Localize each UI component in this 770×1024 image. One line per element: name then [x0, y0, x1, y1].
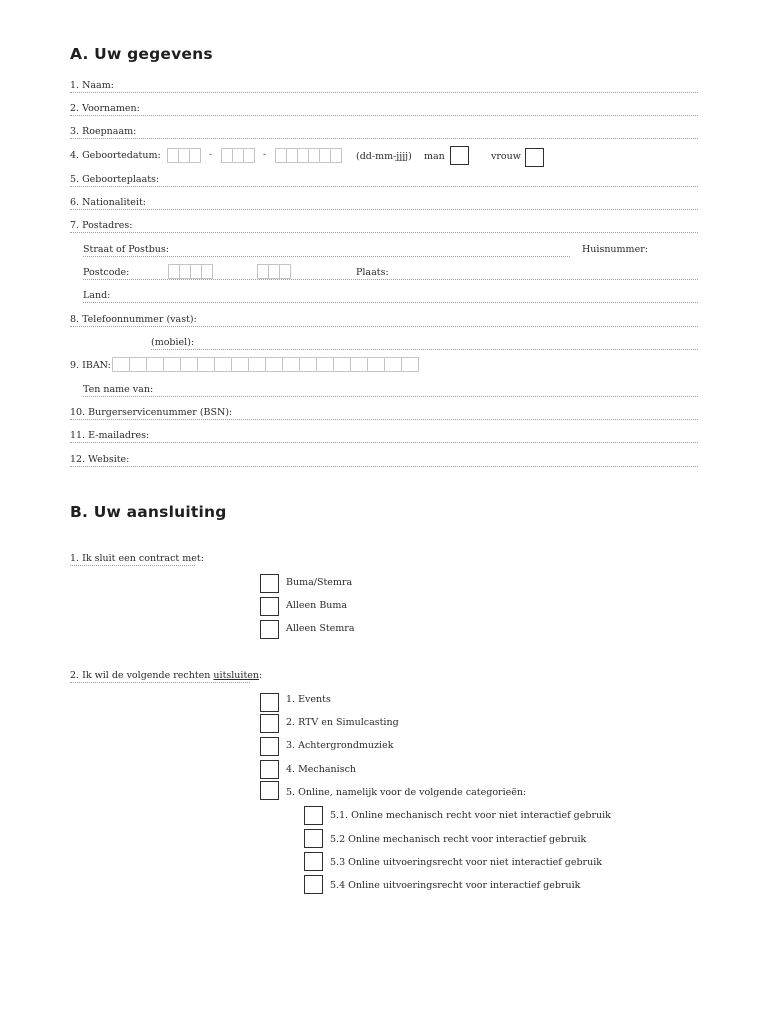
iban-label: 9. IBAN: [70, 360, 111, 371]
postcode-label: Postcode: [83, 267, 130, 278]
roepnaam-field[interactable] [70, 138, 698, 139]
man-checkbox[interactable] [450, 146, 469, 165]
contract-question: 1. Ik sluit een contract met: [70, 553, 204, 564]
date-separator: - [209, 150, 213, 160]
exclude-rights-underline [70, 682, 250, 683]
alleen-stemra-label: Alleen Stemra [286, 623, 355, 634]
online-5-1-checkbox[interactable] [304, 806, 323, 825]
email-field[interactable] [70, 442, 698, 443]
events-checkbox[interactable] [260, 693, 279, 712]
mobiel-field[interactable] [151, 349, 698, 350]
postcode-letters-input[interactable] [257, 264, 290, 279]
geboorteplaats-field[interactable] [70, 186, 698, 187]
naam-label: 1. Naam: [70, 80, 114, 91]
exclude-rights-question: 2. Ik wil de volgende rechten uitsluiten: [70, 670, 263, 681]
nationaliteit-field[interactable] [70, 209, 698, 210]
straat-label: Straat of Postbus: [83, 244, 169, 255]
man-label: man [424, 151, 445, 162]
iban-input[interactable] [112, 357, 418, 372]
online-checkbox[interactable] [260, 781, 279, 800]
ten-name-van-field[interactable] [83, 396, 698, 397]
achtergrondmuziek-label: 3. Achtergrondmuziek [286, 740, 394, 751]
online-5-4-checkbox[interactable] [304, 875, 323, 894]
online-5-2-label: 5.2 Online mechanisch recht voor interactief gebruik [330, 834, 587, 845]
plaats-label: Plaats: [356, 267, 389, 278]
online-5-2-checkbox[interactable] [304, 829, 323, 848]
bsn-field[interactable] [70, 419, 698, 420]
land-field[interactable] [83, 302, 698, 303]
land-label: Land: [83, 290, 111, 301]
mobiel-label: (mobiel): [151, 337, 195, 348]
online-5-3-label: 5.3 Online uitvoeringsrecht voor niet interactief gebruik [330, 857, 603, 868]
email-label: 11. E-mailadres: [70, 430, 150, 441]
nationaliteit-label: 6. Nationaliteit: [70, 197, 146, 208]
alleen-buma-checkbox[interactable] [260, 597, 279, 616]
vrouw-label: vrouw [491, 151, 521, 162]
postadres-label: 7. Postadres: [70, 220, 133, 231]
telefoon-field[interactable] [70, 326, 698, 327]
postcode-digits-input[interactable] [168, 264, 212, 279]
roepnaam-label: 3. Roepnaam: [70, 126, 137, 137]
straat-field[interactable] [83, 256, 570, 257]
online-5-3-checkbox[interactable] [304, 852, 323, 871]
buma-stemra-checkbox[interactable] [260, 574, 279, 593]
geboortedatum-label: 4. Geboortedatum: [70, 150, 161, 161]
geboorteplaats-label: 5. Geboorteplaats: [70, 174, 160, 185]
online-5-1-label: 5.1. Online mechanisch recht voor niet interactief gebruik [330, 810, 611, 821]
bsn-label: 10. Burgerservicenummer (BSN): [70, 407, 233, 418]
voornamen-label: 2. Voornamen: [70, 103, 140, 114]
date-separator: - [263, 150, 267, 160]
vrouw-checkbox[interactable] [525, 148, 544, 167]
voornamen-field[interactable] [70, 115, 698, 116]
telefoon-label: 8. Telefoonnummer (vast): [70, 314, 197, 325]
online-5-4-label: 5.4 Online uitvoeringsrecht voor interactief gebruik [330, 880, 581, 891]
alleen-buma-label: Alleen Buma [286, 600, 348, 611]
section-b-title: B. Uw aansluiting [70, 503, 227, 521]
website-field[interactable] [70, 466, 698, 467]
birth-year-input[interactable] [275, 148, 341, 163]
mechanisch-label: 4. Mechanisch [286, 764, 357, 775]
alleen-stemra-checkbox[interactable] [260, 620, 279, 639]
rtv-simulcasting-checkbox[interactable] [260, 714, 279, 733]
postcode-plaats-line[interactable] [83, 279, 698, 280]
ten-name-van-label: Ten name van: [83, 384, 154, 395]
section-a-title: A. Uw gegevens [70, 45, 213, 63]
events-label: 1. Events [286, 694, 331, 705]
rtv-simulcasting-label: 2. RTV en Simulcasting [286, 717, 399, 728]
huisnummer-label: Huisnummer: [582, 244, 648, 255]
contract-question-underline [70, 565, 195, 566]
birth-month-input[interactable] [221, 148, 254, 163]
buma-stemra-label: Buma/Stemra [286, 577, 353, 588]
naam-field[interactable] [70, 92, 698, 93]
date-format-hint: (dd-mm-jjjj) [356, 151, 412, 162]
mechanisch-checkbox[interactable] [260, 760, 279, 779]
online-label: 5. Online, namelijk voor de volgende categorieën: [286, 787, 527, 798]
postadres-line [70, 232, 698, 233]
birth-day-input[interactable] [167, 148, 200, 163]
website-label: 12. Website: [70, 454, 130, 465]
achtergrondmuziek-checkbox[interactable] [260, 737, 279, 756]
